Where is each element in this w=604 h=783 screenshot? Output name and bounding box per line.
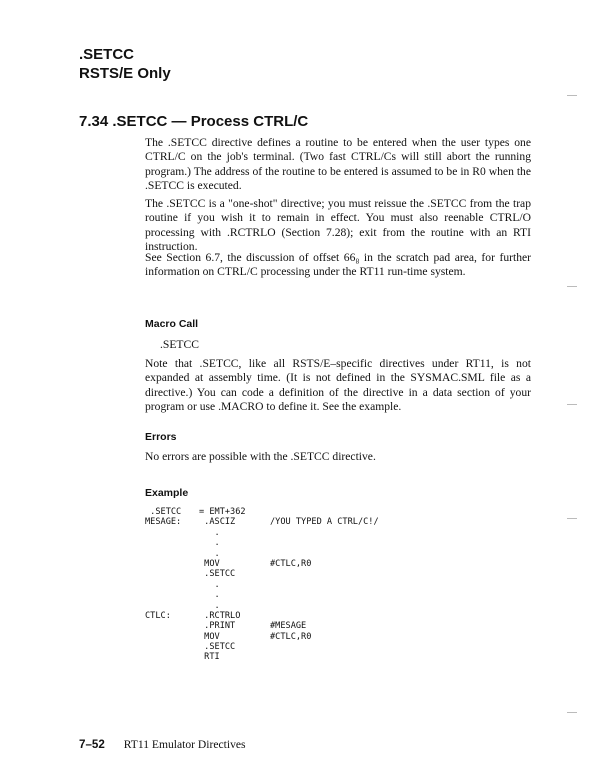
code-line bbox=[145, 507, 379, 517]
code-op: . bbox=[199, 548, 220, 559]
code-line bbox=[145, 580, 379, 590]
code-arg: #CTLC,R0 bbox=[270, 558, 312, 569]
code-op: .RCTRLO bbox=[199, 610, 241, 621]
code-line bbox=[145, 517, 379, 527]
paragraph-1: The .SETCC directive defines a routine to be entered when the user types one CTRL/C on the job's terminal. (Two fast CTRL/Cs will still abort the running program.) The address of the routine to be entered is assumed to be in R0 when the .SETCC is executed. bbox=[145, 136, 531, 192]
code-label bbox=[145, 569, 199, 579]
code-line bbox=[145, 601, 379, 611]
code-arg: /YOU TYPED A CTRL/C!/ bbox=[270, 517, 379, 528]
code-label bbox=[145, 621, 199, 631]
code-arg: #MESAGE bbox=[270, 621, 307, 632]
example-heading: Example bbox=[145, 487, 189, 499]
code-op: .SETCC bbox=[199, 569, 236, 580]
code-label bbox=[145, 652, 199, 662]
code-line bbox=[145, 559, 379, 569]
code-line bbox=[145, 538, 379, 548]
code-op: MOV bbox=[199, 558, 220, 569]
margin-tick bbox=[567, 518, 577, 519]
code-op: . bbox=[199, 527, 220, 538]
code-label bbox=[145, 590, 199, 600]
code-label bbox=[145, 642, 199, 652]
code-label: CTLC: bbox=[145, 610, 171, 621]
code-label bbox=[145, 601, 199, 611]
header-scope: RSTS/E Only bbox=[79, 65, 171, 82]
margin-tick bbox=[567, 712, 577, 713]
code-line bbox=[145, 632, 379, 642]
code-label: .SETCC bbox=[145, 507, 182, 517]
example-code bbox=[145, 507, 379, 663]
running-header bbox=[79, 45, 171, 83]
code-line bbox=[145, 642, 379, 652]
paragraph-2: The .SETCC is a "one-shot" directive; you must reissue the .SETCC from the trap routine if you wish it to remain in effect. You must also reenable CTRL/O processing with .RCTRLO (Section 7.28); exit from the routine with an RTI instruction. bbox=[145, 197, 531, 253]
errors-text: No errors are possible with the .SETCC directive. bbox=[145, 450, 376, 463]
code-label bbox=[145, 528, 199, 538]
code-line bbox=[145, 528, 379, 538]
margin-tick bbox=[567, 95, 577, 96]
code-op: MOV bbox=[199, 631, 220, 642]
code-op: = EMT+362 bbox=[199, 507, 246, 517]
macro-call-heading: Macro Call bbox=[145, 318, 199, 330]
footer-title: RT11 Emulator Directives bbox=[123, 738, 246, 751]
code-label bbox=[145, 538, 199, 548]
code-op: .PRINT bbox=[199, 621, 236, 632]
page-footer bbox=[79, 738, 246, 751]
code-op: . bbox=[199, 590, 220, 601]
code-op: .ASCIZ bbox=[199, 517, 236, 528]
macro-call-syntax: .SETCC bbox=[160, 338, 199, 351]
code-label bbox=[145, 549, 199, 559]
code-line bbox=[145, 549, 379, 559]
header-directive: .SETCC bbox=[79, 46, 135, 63]
code-line bbox=[145, 652, 379, 662]
code-label bbox=[145, 580, 199, 590]
macro-call-note: Note that .SETCC, like all RSTS/E–specific directives under RT11, is not expanded at assembly time. (It is not defined in the SYSMAC.SML file as a directive.) You can code a definition of the directive in a data section of your program or use .MACRO to define it. See the example. bbox=[145, 357, 531, 413]
code-line bbox=[145, 569, 379, 579]
margin-tick bbox=[567, 286, 577, 287]
section-title: 7.34 .SETCC — Process CTRL/C bbox=[79, 113, 309, 130]
code-label: MESAGE: bbox=[145, 517, 182, 528]
code-line bbox=[145, 590, 379, 600]
page-number: 7–52 bbox=[79, 738, 105, 751]
code-op: . bbox=[199, 538, 220, 549]
margin-tick bbox=[567, 404, 577, 405]
code-op: .SETCC bbox=[199, 642, 236, 653]
code-label bbox=[145, 632, 199, 642]
code-arg: #CTLC,R0 bbox=[270, 631, 312, 642]
code-line bbox=[145, 611, 379, 621]
code-label bbox=[145, 559, 199, 569]
code-op: RTI bbox=[199, 652, 220, 663]
code-line bbox=[145, 621, 379, 631]
code-op: . bbox=[199, 579, 220, 590]
paragraph-3: See Section 6.7, the discussion of offset 66₈ in the scratch pad area, for further information on CTRL/C processing under the RT11 run-time system. bbox=[145, 251, 531, 279]
code-op: . bbox=[199, 600, 220, 611]
errors-heading: Errors bbox=[145, 431, 177, 443]
